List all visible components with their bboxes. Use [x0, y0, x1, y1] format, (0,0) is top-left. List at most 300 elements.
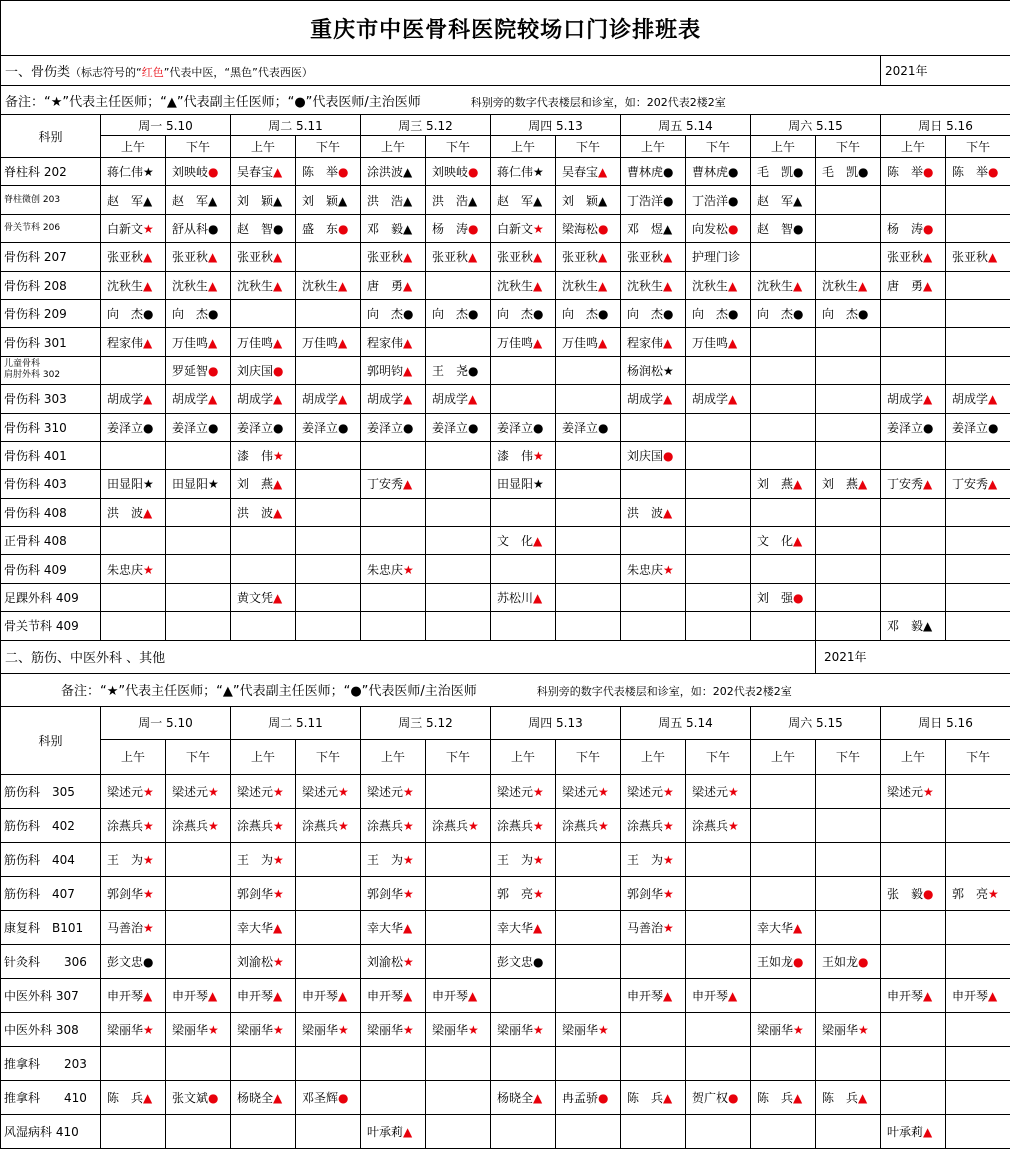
doctor-cell [751, 876, 816, 910]
doctor-cell [426, 774, 491, 808]
doctor-name: 唐 勇 [367, 278, 404, 293]
doctor-cell [101, 385, 166, 413]
doctor-cell [231, 385, 296, 413]
dot-mark-icon: ● [468, 420, 479, 435]
dept-label: 肩肘外科 302 [4, 370, 61, 381]
triangle-mark-icon: ▲ [663, 505, 673, 520]
page-title: 重庆市中医骨科医院较场口门诊排班表 [1, 1, 1010, 56]
doctor-cell [426, 944, 491, 978]
triangle-mark-icon: ▲ [923, 278, 933, 293]
doctor-cell [101, 842, 166, 876]
doctor-cell [881, 876, 946, 910]
am-header: 上午 [881, 136, 946, 158]
triangle-mark-icon: ▲ [143, 335, 153, 350]
doctor-cell [556, 583, 621, 611]
dept-cell: 筋伤科 402 [1, 808, 101, 842]
doctor-cell [751, 1046, 816, 1080]
doctor-name: 梁述元 [367, 784, 404, 799]
doctor-name: 梁丽华 [757, 1022, 794, 1037]
doctor-cell [231, 612, 296, 640]
doctor-name: 刘 燕 [757, 477, 794, 492]
star-mark-icon: ★ [143, 562, 154, 577]
doctor-cell [751, 328, 816, 356]
pm-header: 下午 [166, 739, 231, 774]
dot-mark-icon: ● [793, 307, 804, 322]
doctor-cell [491, 527, 556, 555]
doctor-cell [556, 1080, 621, 1114]
doctor-cell [426, 910, 491, 944]
doctor-name: 罗延智 [172, 363, 209, 378]
doctor-cell [231, 186, 296, 214]
doctor-name: 胡成学 [952, 392, 989, 407]
dot-mark-icon: ● [338, 221, 349, 236]
doctor-name: 洪 波 [627, 505, 664, 520]
star-mark-icon: ★ [403, 852, 414, 867]
doctor-cell [621, 978, 686, 1012]
star-mark-icon: ★ [663, 363, 674, 378]
star-mark-icon: ★ [403, 562, 414, 577]
triangle-mark-icon: ▲ [598, 165, 608, 180]
doctor-name: 万佳鸣 [237, 335, 274, 350]
doctor-cell [361, 612, 426, 640]
doctor-cell [491, 1080, 556, 1114]
doctor-name: 胡成学 [887, 392, 924, 407]
star-mark-icon: ★ [403, 818, 414, 833]
triangle-mark-icon: ▲ [403, 477, 413, 492]
star-mark-icon: ★ [533, 818, 544, 833]
star-mark-icon: ★ [338, 818, 349, 833]
star-mark-icon: ★ [533, 852, 544, 867]
dot-mark-icon: ● [403, 307, 414, 322]
doctor-cell [946, 328, 1010, 356]
dot-mark-icon: ● [598, 420, 609, 435]
triangle-mark-icon: ▲ [663, 988, 673, 1003]
doctor-cell [946, 944, 1010, 978]
doctor-cell [101, 413, 166, 441]
doctor-cell [621, 356, 686, 384]
doctor-cell [881, 527, 946, 555]
doctor-name: 沈秋生 [627, 278, 664, 293]
doctor-cell [491, 612, 556, 640]
doctor-name: 涂燕兵 [562, 818, 599, 833]
doctor-cell [751, 413, 816, 441]
dot-mark-icon: ● [923, 165, 934, 180]
triangle-mark-icon: ▲ [273, 988, 283, 1003]
dot-mark-icon: ● [793, 954, 804, 969]
doctor-cell [556, 944, 621, 978]
doctor-name: 洪 浩 [432, 193, 469, 208]
triangle-mark-icon: ▲ [273, 505, 283, 520]
doctor-name: 幸大华 [237, 920, 274, 935]
dot-mark-icon: ● [663, 165, 674, 180]
doctor-cell [101, 158, 166, 186]
doctor-cell [816, 774, 881, 808]
dept-cell: 康复科 B101 [1, 910, 101, 944]
doctor-name: 胡成学 [237, 392, 274, 407]
doctor-cell [426, 1012, 491, 1046]
star-mark-icon: ★ [273, 449, 284, 464]
triangle-mark-icon: ▲ [533, 193, 543, 208]
doctor-cell [361, 583, 426, 611]
doctor-cell [296, 1080, 361, 1114]
star-mark-icon: ★ [143, 165, 154, 180]
doctor-cell [231, 498, 296, 526]
doctor-name: 邓 煜 [627, 221, 664, 236]
doctor-cell [491, 1012, 556, 1046]
doctor-cell [426, 808, 491, 842]
doctor-cell [166, 910, 231, 944]
doctor-name: 漆 伟 [497, 449, 534, 464]
doctor-cell [751, 214, 816, 242]
doctor-name: 张亚秋 [237, 250, 274, 265]
doctor-name: 舒从科 [172, 221, 209, 236]
triangle-mark-icon: ▲ [468, 392, 478, 407]
dept-cell: 中医外科 308 [1, 1012, 101, 1046]
doctor-name: 刘渝松 [237, 954, 274, 969]
day-header: 周日 5.16 [881, 115, 1010, 136]
doctor-name: 白新文 [107, 221, 144, 236]
doctor-name: 沈秋生 [692, 278, 729, 293]
doctor-cell [556, 470, 621, 498]
star-mark-icon: ★ [208, 818, 219, 833]
doctor-name: 梁述元 [172, 784, 209, 799]
pm-header: 下午 [296, 136, 361, 158]
doctor-name: 蒋仁伟 [497, 165, 534, 180]
dot-mark-icon: ● [923, 886, 934, 901]
doctor-cell [361, 978, 426, 1012]
doctor-cell [426, 470, 491, 498]
doctor-name: 姜泽立 [497, 420, 534, 435]
doctor-name: 梁丽华 [562, 1022, 599, 1037]
doctor-cell [101, 186, 166, 214]
doctor-name: 张亚秋 [432, 250, 469, 265]
doctor-cell [101, 470, 166, 498]
dot-mark-icon: ● [468, 221, 479, 236]
doctor-cell [231, 243, 296, 271]
doctor-cell [166, 441, 231, 469]
dept-cell: 骨伤科 409 [1, 555, 101, 583]
triangle-mark-icon: ▲ [143, 193, 153, 208]
doctor-cell [491, 583, 556, 611]
doctor-name: 盛 东 [302, 221, 339, 236]
dot-mark-icon: ● [598, 221, 609, 236]
doctor-cell [296, 356, 361, 384]
doctor-cell [361, 555, 426, 583]
doctor-cell [231, 1012, 296, 1046]
doctor-name: 刘 颖 [562, 193, 599, 208]
day-header: 周六 5.15 [751, 706, 881, 739]
triangle-mark-icon: ▲ [273, 920, 283, 935]
doctor-cell [491, 555, 556, 583]
dot-mark-icon: ● [533, 954, 544, 969]
doctor-cell [361, 385, 426, 413]
doctor-cell [816, 186, 881, 214]
doctor-name: 胡成学 [302, 392, 339, 407]
triangle-mark-icon: ▲ [403, 1124, 413, 1139]
doctor-cell [881, 555, 946, 583]
day-header: 周四 5.13 [491, 115, 621, 136]
doctor-cell [556, 842, 621, 876]
table-row [1, 944, 1010, 978]
table-row [1, 876, 1010, 910]
doctor-cell [751, 774, 816, 808]
doctor-name: 白新文 [497, 221, 534, 236]
doctor-cell [361, 944, 426, 978]
triangle-mark-icon: ▲ [793, 477, 803, 492]
doctor-name: 向 杰 [367, 307, 404, 322]
day-header: 周三 5.12 [361, 115, 491, 136]
note-text-rooms: 科别旁的数字代表楼层和诊室，如：202代表2楼2室 [536, 685, 792, 699]
doctor-name: 张亚秋 [562, 250, 599, 265]
doctor-name: 胡成学 [432, 392, 469, 407]
doctor-cell [556, 1046, 621, 1080]
doctor-cell [946, 612, 1010, 640]
doctor-name: 王 为 [367, 852, 404, 867]
doctor-cell [621, 774, 686, 808]
doctor-cell [101, 328, 166, 356]
dot-mark-icon: ● [728, 193, 739, 208]
doctor-cell [426, 583, 491, 611]
doctor-cell [101, 910, 166, 944]
doctor-cell [946, 356, 1010, 384]
doctor-cell [426, 1080, 491, 1114]
doctor-cell [686, 808, 751, 842]
am-header: 上午 [101, 136, 166, 158]
doctor-cell [751, 385, 816, 413]
dept-cell: 正骨科 408 [1, 527, 101, 555]
doctor-cell [686, 299, 751, 327]
doctor-name: 洪 浩 [367, 193, 404, 208]
star-mark-icon: ★ [143, 477, 154, 492]
doctor-name: 刘渝松 [367, 954, 404, 969]
doctor-cell [751, 1114, 816, 1148]
dot-mark-icon: ● [793, 591, 804, 606]
dot-mark-icon: ● [208, 165, 219, 180]
dot-mark-icon: ● [338, 165, 349, 180]
doctor-cell [426, 498, 491, 526]
table-row [1, 1, 1010, 56]
triangle-mark-icon: ▲ [403, 392, 413, 407]
doctor-cell [101, 555, 166, 583]
doctor-name: 毛 凯 [757, 165, 794, 180]
doctor-name: 郭剑华 [107, 886, 144, 901]
doctor-name: 万佳鸣 [497, 335, 534, 350]
doctor-name: 邓 毅 [367, 221, 404, 236]
doctor-name: 胡成学 [172, 392, 209, 407]
doctor-name: 彭文忠 [107, 954, 144, 969]
note-text: 备注：“★”代表主任医师；“▲”代表副主任医师；“●”代表医师/主治医师 [61, 684, 477, 700]
dept-cell: 推拿科 410 [1, 1080, 101, 1114]
am-header: 上午 [491, 739, 556, 774]
doctor-name: 刘庆国 [237, 363, 274, 378]
triangle-mark-icon: ▲ [793, 278, 803, 293]
doctor-name: 程家伟 [107, 335, 144, 350]
triangle-mark-icon: ▲ [728, 335, 738, 350]
doctor-cell [556, 328, 621, 356]
triangle-mark-icon: ▲ [923, 477, 933, 492]
doctor-cell [166, 876, 231, 910]
triangle-mark-icon: ▲ [208, 278, 218, 293]
triangle-mark-icon: ▲ [468, 193, 478, 208]
star-mark-icon: ★ [988, 886, 999, 901]
doctor-cell [166, 498, 231, 526]
doctor-cell [296, 328, 361, 356]
star-mark-icon: ★ [403, 886, 414, 901]
doctor-name: 杨 涛 [432, 221, 469, 236]
doctor-cell [231, 214, 296, 242]
dept-cell: 中医外科 307 [1, 978, 101, 1012]
triangle-mark-icon: ▲ [533, 335, 543, 350]
doctor-name: 申开琴 [887, 988, 924, 1003]
triangle-mark-icon: ▲ [858, 477, 868, 492]
doctor-cell [361, 158, 426, 186]
doctor-name: 万佳鸣 [562, 335, 599, 350]
doctor-name: 幸大华 [497, 920, 534, 935]
doctor-name: 刘 燕 [237, 477, 274, 492]
doctor-cell [361, 876, 426, 910]
doctor-cell [426, 978, 491, 1012]
doctor-name: 郭明钧 [367, 363, 404, 378]
doctor-name: 胡成学 [367, 392, 404, 407]
doctor-cell [556, 1114, 621, 1148]
doctor-name: 洪 波 [107, 505, 144, 520]
star-mark-icon: ★ [208, 477, 219, 492]
doctor-cell [296, 978, 361, 1012]
doctor-name: 田显阳 [172, 477, 209, 492]
doctor-cell [491, 328, 556, 356]
doctor-cell [231, 583, 296, 611]
doctor-name: 涂燕兵 [107, 818, 144, 833]
doctor-cell [686, 158, 751, 186]
dept-cell: 骨伤科 401 [1, 441, 101, 469]
doctor-name: 蒋仁伟 [107, 165, 144, 180]
doctor-cell [556, 527, 621, 555]
pm-header: 下午 [816, 739, 881, 774]
doctor-name: 陈 兵 [822, 1090, 859, 1105]
doctor-cell [946, 214, 1010, 242]
doctor-name: 申开琴 [107, 988, 144, 1003]
doctor-name: 向 杰 [757, 307, 794, 322]
triangle-mark-icon: ▲ [663, 221, 673, 236]
triangle-mark-icon: ▲ [663, 278, 673, 293]
doctor-name: 姜泽立 [952, 420, 989, 435]
doctor-cell [686, 1114, 751, 1148]
dot-mark-icon: ● [923, 420, 934, 435]
doctor-cell [816, 271, 881, 299]
doctor-cell [621, 1114, 686, 1148]
star-mark-icon: ★ [533, 449, 544, 464]
triangle-mark-icon: ▲ [988, 477, 998, 492]
doctor-cell [816, 243, 881, 271]
dot-mark-icon: ● [143, 954, 154, 969]
doctor-cell [426, 1046, 491, 1080]
doctor-name: 梁丽华 [107, 1022, 144, 1037]
doctor-cell [491, 158, 556, 186]
doctor-name: 梁海松 [562, 221, 599, 236]
doctor-cell [101, 299, 166, 327]
triangle-mark-icon: ▲ [468, 988, 478, 1003]
doctor-cell [101, 1114, 166, 1148]
dot-mark-icon: ● [338, 1090, 349, 1105]
doctor-cell [361, 271, 426, 299]
doctor-cell [231, 299, 296, 327]
dot-mark-icon: ● [793, 165, 804, 180]
doctor-name: 刘映岐 [432, 165, 469, 180]
doctor-cell [621, 243, 686, 271]
day-header: 周一 5.10 [101, 115, 231, 136]
doctor-cell [426, 612, 491, 640]
triangle-mark-icon: ▲ [208, 250, 218, 265]
triangle-mark-icon: ▲ [403, 221, 413, 236]
doctor-name: 陈 举 [887, 165, 924, 180]
doctor-cell [816, 328, 881, 356]
legend-note [1, 673, 1010, 706]
star-mark-icon: ★ [533, 477, 544, 492]
doctor-cell [751, 299, 816, 327]
doctor-cell [556, 498, 621, 526]
dept-header: 科别 [1, 115, 101, 158]
star-mark-icon: ★ [598, 818, 609, 833]
triangle-mark-icon: ▲ [663, 335, 673, 350]
doctor-cell [686, 498, 751, 526]
triangle-mark-icon: ▲ [208, 335, 218, 350]
doctor-cell [621, 842, 686, 876]
dot-mark-icon: ● [923, 221, 934, 236]
doctor-cell [556, 1012, 621, 1046]
doctor-name: 张亚秋 [367, 250, 404, 265]
doctor-cell [296, 186, 361, 214]
doctor-name: 姜泽立 [432, 420, 469, 435]
doctor-name: 张亚秋 [887, 250, 924, 265]
dot-mark-icon: ● [728, 1090, 739, 1105]
table-row [1, 842, 1010, 876]
legend-red-word: 红色 [141, 66, 164, 79]
dot-mark-icon: ● [663, 307, 674, 322]
triangle-mark-icon: ▲ [403, 165, 413, 180]
star-mark-icon: ★ [728, 784, 739, 799]
pm-header: 下午 [426, 136, 491, 158]
doctor-cell [166, 271, 231, 299]
doctor-cell [556, 413, 621, 441]
table-row [1, 774, 1010, 808]
doctor-cell [621, 1080, 686, 1114]
table-row [1, 498, 1010, 526]
doctor-name: 王 为 [627, 852, 664, 867]
doctor-cell [166, 774, 231, 808]
star-mark-icon: ★ [403, 954, 414, 969]
triangle-mark-icon: ▲ [533, 278, 543, 293]
doctor-cell [881, 243, 946, 271]
star-mark-icon: ★ [143, 1022, 154, 1037]
doctor-name: 万佳鸣 [302, 335, 339, 350]
doctor-name: 叶承莉 [887, 1124, 924, 1139]
doctor-cell [556, 214, 621, 242]
triangle-mark-icon: ▲ [208, 988, 218, 1003]
doctor-cell [946, 186, 1010, 214]
doctor-cell [491, 842, 556, 876]
doctor-cell [231, 527, 296, 555]
doctor-cell [881, 214, 946, 242]
legend-text: ”代表中医，“黑色”代表西医） [163, 66, 313, 79]
doctor-cell [361, 1012, 426, 1046]
star-mark-icon: ★ [663, 784, 674, 799]
doctor-name: 梁丽华 [172, 1022, 209, 1037]
doctor-name: 黄文凭 [237, 591, 274, 606]
table-row [1, 583, 1010, 611]
dept-cell: 筋伤科 404 [1, 842, 101, 876]
doctor-name: 申开琴 [237, 988, 274, 1003]
doctor-cell [686, 910, 751, 944]
